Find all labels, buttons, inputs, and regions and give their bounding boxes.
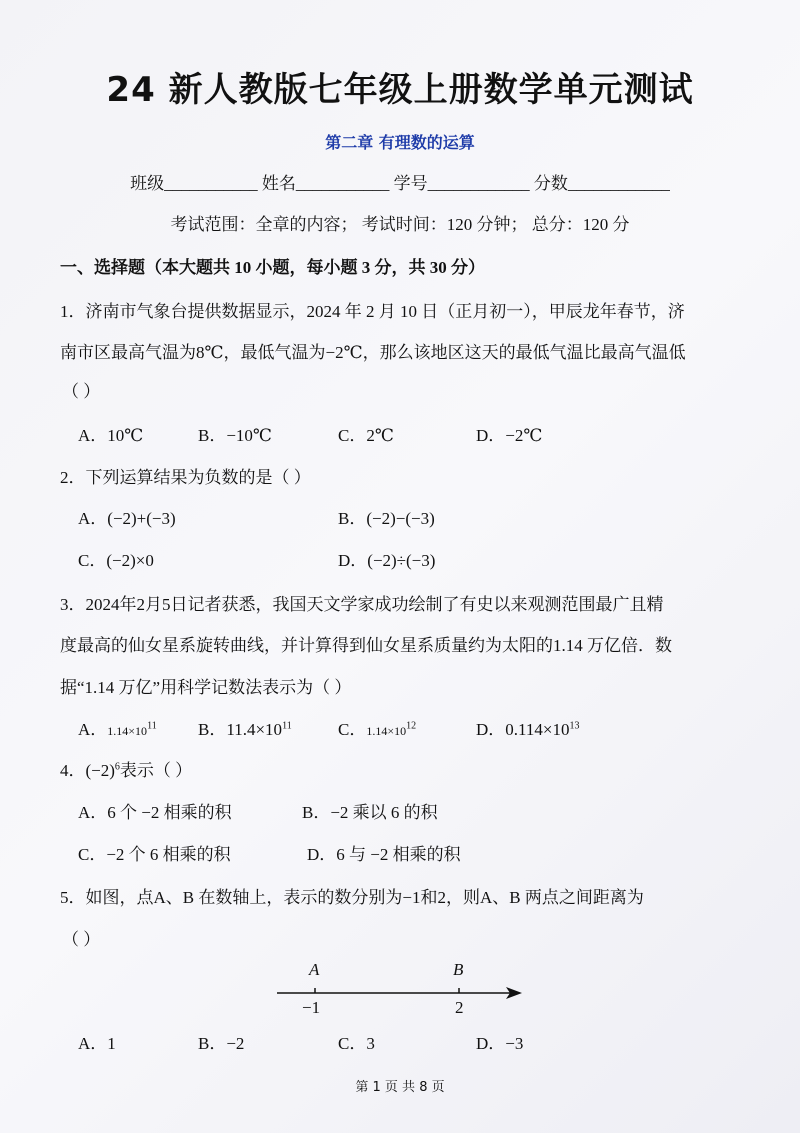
value-a-label: −1 xyxy=(302,998,321,1017)
question-text: 南市区最高气温为8℃，最低气温为−2℃，那么该地区这天的最低气温比最高气温低 xyxy=(60,343,686,362)
option-a: A．(−2)+(−3) xyxy=(78,509,176,528)
page-footer: 第 1 页 共 8 页 xyxy=(355,1080,445,1095)
option-a: A．1 xyxy=(78,1034,116,1053)
option-d: D．−3 xyxy=(476,1034,524,1053)
option-d: D．−2℃ xyxy=(476,426,543,445)
option-a: A．6 个 −2 相乘的积 xyxy=(78,803,232,822)
option-a: A．$1.14\times 10^{11}$ xyxy=(78,720,157,739)
option-b: B．−2 xyxy=(198,1034,245,1053)
option-c: C．3 xyxy=(338,1034,375,1053)
option-c: C．2℃ xyxy=(338,426,394,445)
chapter-subtitle: 第二章 有理数的运算 xyxy=(325,133,475,152)
option-c: C．(−2)×0 xyxy=(78,551,154,570)
option-d: D．6 与 −2 相乘的积 xyxy=(307,845,461,864)
page-title: 24 新人教版七年级上册数学单元测试 xyxy=(106,70,694,110)
answer-blank: （ ） xyxy=(62,382,101,401)
option-b: B．−10℃ xyxy=(198,426,272,445)
question-text: 据“1.14 万亿”用科学记数法表示为（ ） xyxy=(60,678,352,697)
section-heading: 一、选择题（本大题共 10 小题，每小题 3 分，共 30 分） xyxy=(60,258,485,277)
option-a: A．10℃ xyxy=(78,426,144,445)
point-a-label: A xyxy=(309,960,320,979)
question-text: 度最高的仙女星系旋转曲线，并计算得到仙女星系质量约为太阳的1.14 万亿倍．数 xyxy=(60,636,672,655)
question-text: 3．2024年2月5日记者获悉，我国天文学家成功绘制了有史以来观测范围最广且精 xyxy=(60,595,664,614)
option-b: B．−2 乘以 6 的积 xyxy=(302,803,438,822)
option-c: C．$1.14\times 10^{12}$ xyxy=(338,720,417,739)
student-info-row: 班级___________ 姓名___________ 学号____________ 分数____________ xyxy=(130,174,670,193)
value-b-label: 2 xyxy=(455,998,464,1017)
option-c: C．−2 个 6 相乘的积 xyxy=(78,845,231,864)
exam-scope: 考试范围：全章的内容； 考试时间：120 分钟； 总分：120 分 xyxy=(170,215,630,234)
question-text: 2．下列运算结果为负数的是（ ） xyxy=(60,468,311,487)
option-b: B．(−2)−(−3) xyxy=(338,509,435,528)
question-text: 1．济南市气象台提供数据显示，2024 年 2 月 10 日（正月初一），甲辰龙年春节，济 xyxy=(60,302,685,321)
option-d: D．$0.114\times 10^{13}$ xyxy=(476,720,580,739)
option-b: B．$11.4\times 10^{11}$ xyxy=(198,720,292,739)
answer-blank: （ ） xyxy=(62,930,101,949)
question-text: 4．$(-2)^6$表示（ ） xyxy=(60,761,193,780)
option-d: D．(−2)÷(−3) xyxy=(338,551,436,570)
point-b-label: B xyxy=(453,960,464,979)
question-text: 5．如图，点A、B 在数轴上，表示的数分别为−1和2，则A、B 两点之间距离为 xyxy=(60,888,644,907)
